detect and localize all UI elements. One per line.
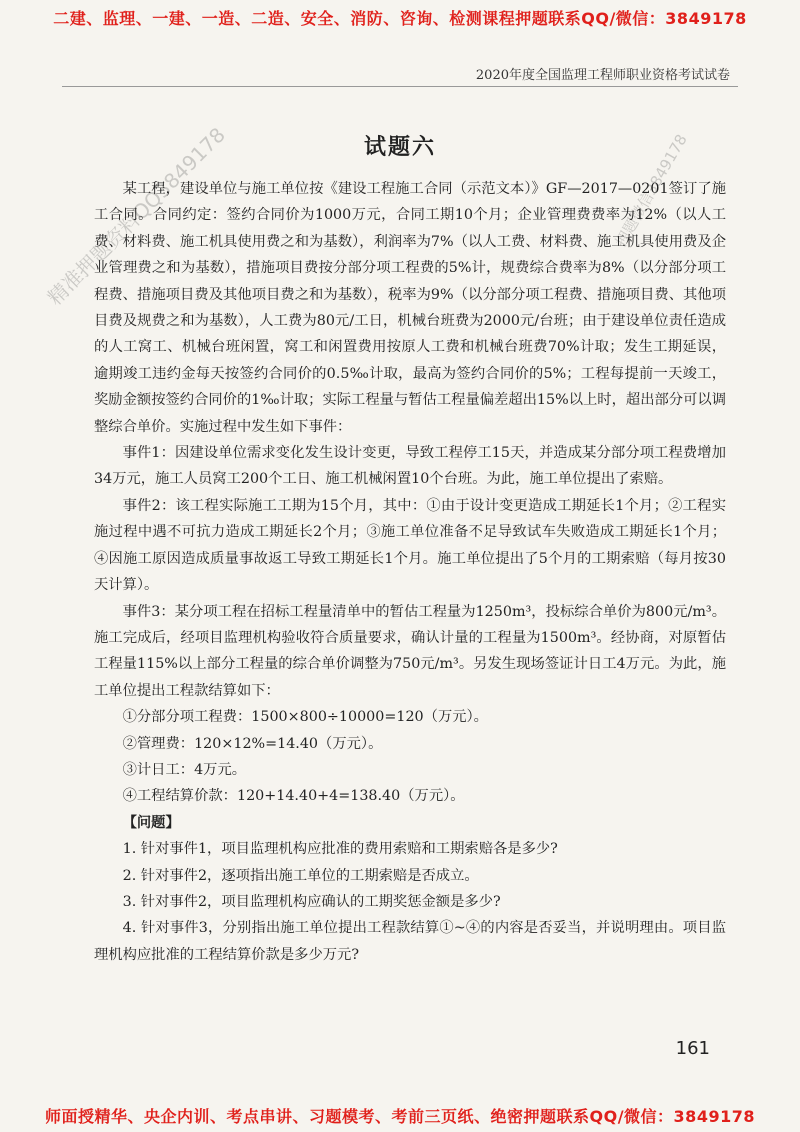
bottom-banner: 师面授精华、央企内训、考点串讲、习题模考、考前三页纸、绝密押题联系QQ/微信：3849178 (45, 1107, 755, 1126)
event-2-paragraph: 事件2：该工程实际施工工期为15个月，其中：①由于设计变更造成工期延长1个月；②工程实施过程中遇不可抗力造成工期延长2个月；③施工单位准备不足导致试车失败造成工期延长1个月；④因施工原因造成质量事故返工导致工期延长1个月。施工单位提出了5个月的工期索赔（每月按30天计算）。 (94, 497, 726, 594)
calc-line: ③计日工：4万元。 (122, 761, 247, 778)
calc-line: ①分部分项工程费：1500×800÷10000=120（万元）。 (122, 709, 488, 726)
question-item: 4. 针对事件3，分别指出施工单位提出工程款结算①~④的内容是否妥当，并说明理由。项目监理机构应批准的工程结算价款是多少万元? (94, 920, 726, 963)
watermark-left: 精准押题资料QQ3849178 (42, 122, 230, 310)
watermark-right: 押题微信3849178 (611, 131, 691, 250)
page-number: 161 (675, 1038, 710, 1059)
question-item: 1. 针对事件1，项目监理机构应批准的费用索赔和工期索赔各是多少? (122, 841, 558, 858)
header-divider (62, 86, 738, 87)
exam-header-title: 2020年度全国监理工程师职业资格考试试卷 (475, 68, 730, 83)
event-1-paragraph: 事件1：因建设单位需求变化发生设计变更，导致工程停工15天，并造成某分部分项工程费增加34万元，施工人员窝工200个工日、施工机械闲置10个台班。为此，施工单位提出了索赔。 (94, 445, 726, 488)
calc-line: ④工程结算价款：120+14.40+4=138.40（万元）。 (122, 788, 465, 805)
questions-heading: 【问题】 (122, 814, 180, 831)
question-body (94, 176, 726, 968)
question-item: 3. 针对事件2，项目监理机构应确认的工期奖惩金额是多少? (122, 893, 501, 910)
question-item: 2. 针对事件2，逐项指出施工单位的工期索赔是否成立。 (122, 867, 479, 884)
intro-paragraph: 某工程，建设单位与施工单位按《建设工程施工合同（示范文本）》GF—2017—0201签订了施工合同。合同约定：签约合同价为1000万元，合同工期10个月；企业管理费费率为12%（以人工费、材料费、施工机具使用费之和为基数），利润率为7%（以人工费、材料费、施工机具使用费及企业管理费之和为基数），措施项目费按分部分项工程费的5%计，规费综合费率为8%（以分部分项工程费、措施项目费及其他项目费之和为基数），税率为9%（以分部分项工程费、措施项目费、其他项目费及规费之和为基数），人工费为80元/工日，机械台班费为2000元/台班；由于建设单位责任造成的人工窝工、机械台班闲置，窝工和闲置费用按原人工费和机械台班费70%计取；发生工期延误，逾期竣工违约金每天按签约合同价的0.5‰计取，最高为签约合同价的5%；工程每提前一天竣工，奖励金额按签约合同价的1‰计取；实际工程量与暂估工程量偏差超出15%以上时，超出部分可以调整综合单价。实施过程中发生如下事件： (94, 181, 726, 435)
event-3-paragraph: 事件3：某分项工程在招标工程量清单中的暂估工程量为1250m³，投标综合单价为800元/m³。施工完成后，经项目监理机构验收符合质量要求，确认计量的工程量为1500m³。经协商，对原暂估工程量115%以上部分工程量的综合单价调整为750元/m³。另发生现场签证计日工4万元。为此，施工单位提出工程款结算如下： (94, 603, 726, 699)
question-title: 试题六 (363, 134, 436, 160)
top-banner: 二建、监理、一建、一造、二造、安全、消防、咨询、检测课程押题联系QQ/微信：3849178 (53, 9, 747, 28)
calc-line: ②管理费：120×12%=14.40（万元）。 (122, 735, 383, 752)
